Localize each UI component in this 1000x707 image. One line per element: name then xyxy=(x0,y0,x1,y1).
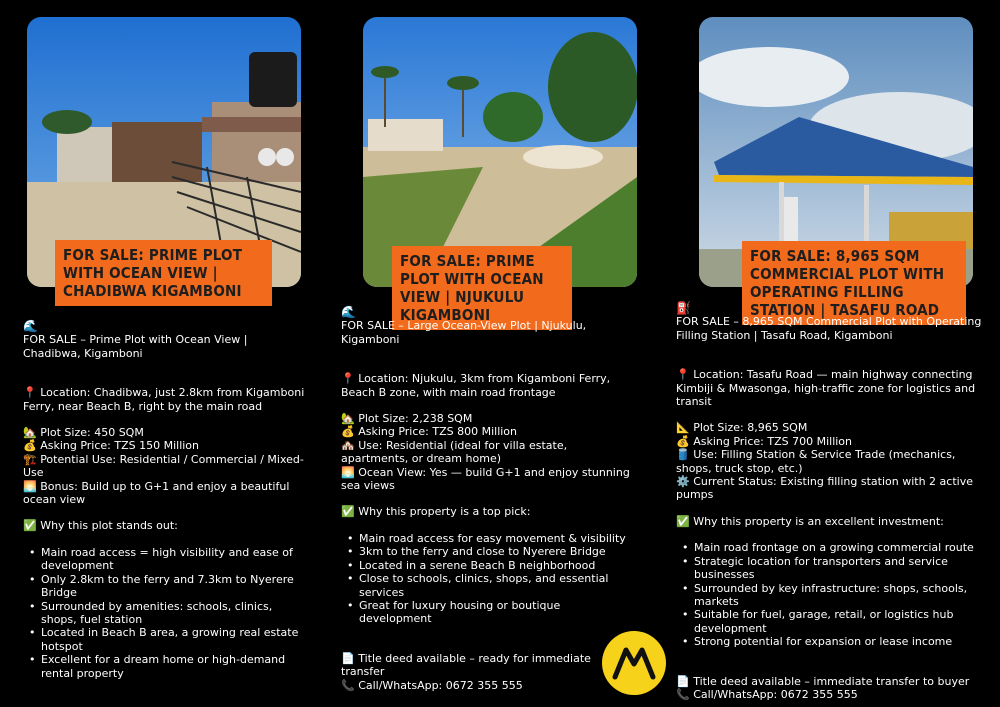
list-item: • Excellent for a dream home or high-demand rental property xyxy=(41,653,308,680)
list-item: • Suitable for fuel, garage, retail, or logistics hub development xyxy=(694,608,986,635)
card-2-location: 📍 Location: Njukulu, 3km from Kigamboni Ferry, Beach B zone, with main road frontage xyxy=(341,372,611,399)
card-1-bullets xyxy=(23,546,308,680)
list-item: • Strong potential for expansion or lease income xyxy=(694,635,986,648)
card-2-ocean-view: 🌅 Ocean View: Yes — build G+1 and enjoy stunning sea views xyxy=(341,465,630,493)
card-2-why-heading: ✅ Why this property is a top pick: xyxy=(341,505,531,519)
list-item: • Only 2.8km to the ferry and 7.3km to Nyerere Bridge xyxy=(41,573,308,600)
card-1-title: FOR SALE – Prime Plot with Ocean View | Chadibwa, Kigamboni xyxy=(23,333,248,360)
fuel-pump-icon: ⛽ xyxy=(676,301,691,315)
brand-logo xyxy=(602,631,666,695)
card-2-contact: 📞 Call/WhatsApp: 0672 355 555 xyxy=(341,678,523,692)
card-3-price: 💰 Asking Price: TZS 700 Million xyxy=(676,434,853,448)
card-3-banner: FOR SALE: 8,965 SQM COMMERCIAL PLOT WITH OPERATING FILLING STATION | TASAFU ROAD xyxy=(742,241,966,325)
card-1-plot-size: 🏡 Plot Size: 450 SQM xyxy=(23,426,144,440)
list-item: • Surrounded by key infrastructure: shops, schools, markets xyxy=(694,582,986,609)
list-item: • Surrounded by amenities: schools, clinics, shops, fuel station xyxy=(41,600,308,627)
card-2-details xyxy=(341,306,633,692)
card-2-title: FOR SALE – Large Ocean-View Plot | Njukulu, Kigamboni xyxy=(341,319,587,346)
list-item: • Strategic location for transporters and service businesses xyxy=(694,555,986,582)
card-3-contact: 📞 Call/WhatsApp: 0672 355 555 xyxy=(676,687,858,701)
card-2-price: 💰 Asking Price: TZS 800 Million xyxy=(341,425,518,439)
card-1-location: 📍 Location: Chadibwa, just 2.8km from Kigamboni Ferry, near Beach B, right by the main road xyxy=(23,386,305,413)
wave-icon: 🌊 xyxy=(23,319,38,333)
list-item: • Main road access = high visibility and ease of development xyxy=(41,546,308,573)
card-2-title-deed: 📄 Title deed available – ready for immediate transfer xyxy=(341,651,591,679)
list-item: • 3km to the ferry and close to Nyerere Bridge xyxy=(359,545,633,558)
card-3-location: 📍 Location: Tasafu Road — main highway connecting Kimbiji & Mwasonga, high-traffic zone for logistics and transit xyxy=(676,368,976,409)
card-1-details xyxy=(23,320,308,680)
brand-mark-icon xyxy=(612,646,656,680)
list-item: • Main road access for easy movement & visibility xyxy=(359,532,633,545)
card-1-why-heading: ✅ Why this plot stands out: xyxy=(23,519,178,533)
list-item: • Located in Beach B area, a growing real estate hotspot xyxy=(41,626,308,653)
card-1-banner: FOR SALE: PRIME PLOT WITH OCEAN VIEW | CHADIBWA KIGAMBONI xyxy=(55,240,272,306)
card-2-banner: FOR SALE: PRIME PLOT WITH OCEAN VIEW | NJUKULU KIGAMBONI xyxy=(392,246,572,330)
card-3-use: 🛢️ Use: Filling Station & Service Trade (mechanics, shops, truck stop, etc.) xyxy=(676,448,956,475)
card-3-bullets xyxy=(676,541,986,648)
list-item: • Located in a serene Beach B neighborhood xyxy=(359,559,633,572)
list-item: • Great for luxury housing or boutique development xyxy=(359,599,633,626)
card-3-details xyxy=(676,302,986,701)
card-3-why-heading: ✅ Why this property is an excellent investment: xyxy=(676,514,944,528)
card-3-status: ⚙️ Current Status: Existing filling station with 2 active pumps xyxy=(676,475,973,502)
wave-icon: 🌊 xyxy=(341,305,356,319)
card-2-bullets xyxy=(341,532,633,626)
list-item: • Close to schools, clinics, shops, and essential services xyxy=(359,572,633,599)
card-3-title: FOR SALE – 8,965 SQM Commercial Plot with Operating Filling Station | Tasafu Road, Kigamboni xyxy=(676,315,982,342)
card-2-use: 🏘️ Use: Residential (ideal for villa estate, apartments, or dream home) xyxy=(341,438,568,466)
list-item: • Main road frontage on a growing commercial route xyxy=(694,541,986,554)
card-1-bonus: 🌅 Bonus: Build up to G+1 and enjoy a beautiful ocean view xyxy=(23,479,290,507)
card-3-plot-size: 📐 Plot Size: 8,965 SQM xyxy=(676,421,808,435)
card-3-title-deed: 📄 Title deed available – immediate transfer to buyer xyxy=(676,674,970,688)
card-2-plot-size: 🏡 Plot Size: 2,238 SQM xyxy=(341,412,473,426)
card-1-price: 💰 Asking Price: TZS 150 Million xyxy=(23,439,200,453)
card-1-use: 🏗️ Potential Use: Residential / Commercial / Mixed-Use xyxy=(23,452,304,480)
